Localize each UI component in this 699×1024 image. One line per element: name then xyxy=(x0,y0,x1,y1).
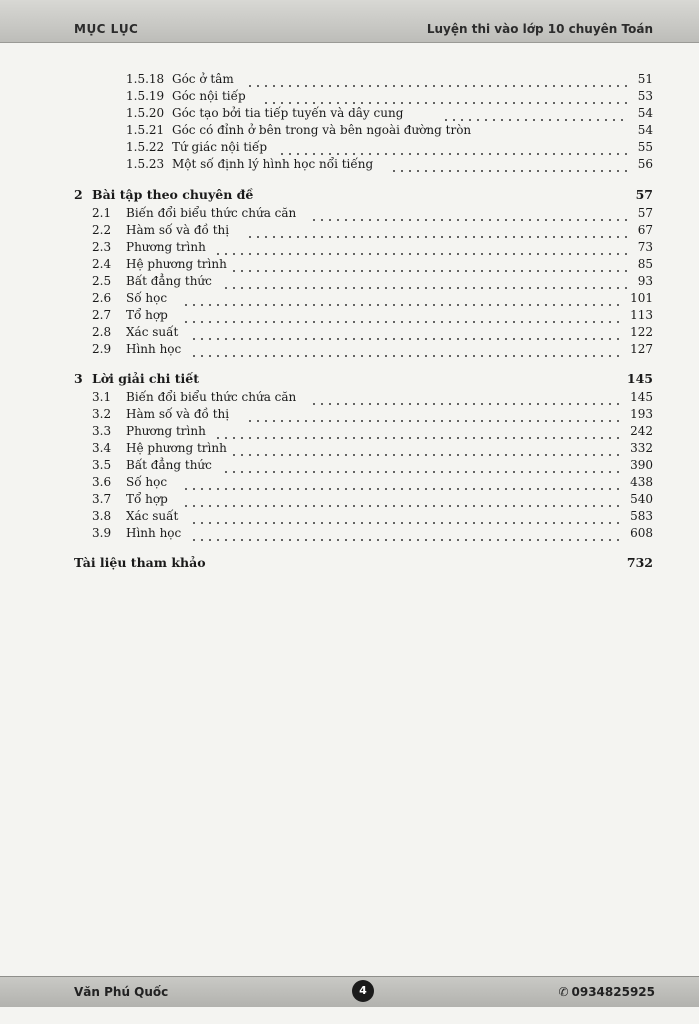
entry-number: 1.5.23 xyxy=(126,157,165,171)
toc-entry[interactable] xyxy=(0,256,699,272)
entry-page: 242 xyxy=(630,424,653,438)
leader-dots xyxy=(214,423,623,439)
entry-number: 3.6 xyxy=(92,475,112,489)
entry-title: Hệ phương trình xyxy=(126,441,227,455)
leader-dots xyxy=(310,389,623,405)
entry-number: 2.2 xyxy=(92,223,112,237)
entry-title: Hệ phương trình xyxy=(126,257,227,271)
toc-entry[interactable] xyxy=(0,71,699,87)
toc-entry[interactable] xyxy=(0,491,699,507)
toc-entry[interactable] xyxy=(0,222,699,238)
entry-number: 3.7 xyxy=(92,492,112,506)
entry-page: 67 xyxy=(637,223,653,237)
entry-title: Góc tạo bởi tia tiếp tuyến và dây cung xyxy=(172,106,404,120)
phone-icon: ✆ xyxy=(558,985,569,999)
entry-title: Tổ hợp xyxy=(126,492,168,506)
entry-number: 3.8 xyxy=(92,509,112,523)
toc-entry[interactable] xyxy=(0,474,699,490)
header-title: MỤC LỤC xyxy=(74,22,139,36)
leader-dots xyxy=(182,290,623,306)
toc-entry[interactable] xyxy=(0,341,699,357)
author-name: Văn Phú Quốc xyxy=(74,985,169,999)
entry-number: 1.5.18 xyxy=(126,72,165,86)
entry-title: Xác suất xyxy=(126,509,179,523)
chapter-number: 2 xyxy=(74,187,83,202)
leader-dots xyxy=(182,474,623,490)
entry-page: 127 xyxy=(630,342,653,356)
leader-dots xyxy=(222,273,629,289)
chapter-title: Lời giải chi tiết xyxy=(92,371,199,386)
leader-dots xyxy=(310,205,629,221)
entry-number: 3.4 xyxy=(92,441,112,455)
toc-chapter[interactable] xyxy=(0,187,699,203)
toc-entry[interactable] xyxy=(0,290,699,306)
leader-dots xyxy=(190,324,623,340)
entry-page: 85 xyxy=(637,257,653,271)
entry-number: 1.5.20 xyxy=(126,106,165,120)
entry-page: 54 xyxy=(637,106,653,120)
entry-page: 583 xyxy=(630,509,653,523)
entry-title: Phương trình xyxy=(126,424,206,438)
entry-number: 3.3 xyxy=(92,424,112,438)
leader-dots xyxy=(190,525,623,541)
page-footer xyxy=(0,976,699,1007)
entry-number: 3.2 xyxy=(92,407,112,421)
entry-title: Phương trình xyxy=(126,240,206,254)
entry-page: 101 xyxy=(630,291,653,305)
entry-page: 53 xyxy=(637,89,653,103)
entry-page: 145 xyxy=(630,390,653,404)
entry-number: 3.5 xyxy=(92,458,112,472)
entry-title: Hình học xyxy=(126,342,182,356)
entry-page: 57 xyxy=(637,206,653,220)
toc-references[interactable] xyxy=(0,555,699,571)
entry-number: 3.9 xyxy=(92,526,112,540)
book-title: Luyện thi vào lớp 10 chuyên Toán xyxy=(426,22,653,36)
toc-entry[interactable] xyxy=(0,307,699,323)
entry-page: 56 xyxy=(637,157,653,171)
entry-number: 2.3 xyxy=(92,240,112,254)
toc-entry[interactable] xyxy=(0,156,699,172)
entry-title: Tổ hợp xyxy=(126,308,168,322)
references-page: 732 xyxy=(626,555,653,570)
toc-entry[interactable] xyxy=(0,440,699,456)
entry-page: 390 xyxy=(630,458,653,472)
entry-page: 122 xyxy=(630,325,653,339)
phone-number: 0934825925 xyxy=(571,985,655,999)
leader-dots xyxy=(246,222,629,238)
entry-number: 2.1 xyxy=(92,206,112,220)
leader-dots xyxy=(442,105,629,121)
page-number-badge: 4 xyxy=(352,980,374,1002)
toc-entry[interactable] xyxy=(0,239,699,255)
leader-dots xyxy=(190,341,623,357)
page-header xyxy=(0,0,699,43)
entry-number: 2.6 xyxy=(92,291,112,305)
leader-dots xyxy=(246,406,623,422)
entry-title: Hình học xyxy=(126,526,182,540)
toc-entry[interactable] xyxy=(0,139,699,155)
leader-dots xyxy=(390,156,629,172)
toc-entry[interactable] xyxy=(0,457,699,473)
entry-page: 54 xyxy=(637,123,653,137)
entry-number: 1.5.21 xyxy=(126,123,165,137)
entry-number: 1.5.19 xyxy=(126,89,165,103)
entry-title: Số học xyxy=(126,475,168,489)
leader-dots xyxy=(246,71,629,87)
leader-dots xyxy=(222,457,623,473)
entry-number: 1.5.22 xyxy=(126,140,165,154)
entry-number: 2.8 xyxy=(92,325,112,339)
leader-dots xyxy=(182,307,623,323)
entry-title: Hàm số và đồ thị xyxy=(126,407,230,421)
toc-entry[interactable] xyxy=(0,105,699,121)
entry-title: Biến đổi biểu thức chứa căn xyxy=(126,390,297,404)
entry-title: Tứ giác nội tiếp xyxy=(172,140,268,154)
entry-page: 51 xyxy=(637,72,653,86)
toc-entry[interactable] xyxy=(0,205,699,221)
entry-page: 113 xyxy=(630,308,653,322)
leader-dots xyxy=(230,256,629,272)
entry-page: 332 xyxy=(630,441,653,455)
entry-title: Góc ở tâm xyxy=(172,72,234,86)
entry-number: 2.4 xyxy=(92,257,112,271)
phone-contact xyxy=(558,985,655,999)
chapter-page: 145 xyxy=(626,371,653,386)
entry-title: Biến đổi biểu thức chứa căn xyxy=(126,206,297,220)
references-title: Tài liệu tham khảo xyxy=(74,555,206,570)
entry-title: Xác suất xyxy=(126,325,179,339)
entry-title: Góc có đỉnh ở bên trong và bên ngoài đường tròn xyxy=(172,123,472,137)
entry-page: 93 xyxy=(637,274,653,288)
entry-number: 2.7 xyxy=(92,308,112,322)
entry-number: 2.5 xyxy=(92,274,112,288)
leader-dots xyxy=(182,491,623,507)
entry-number: 3.1 xyxy=(92,390,112,404)
toc-entry[interactable] xyxy=(0,525,699,541)
leader-dots xyxy=(278,139,629,155)
toc-entry[interactable] xyxy=(0,324,699,340)
leader-dots xyxy=(214,239,629,255)
entry-page: 55 xyxy=(637,140,653,154)
chapter-number: 3 xyxy=(74,371,83,386)
leader-dots xyxy=(262,88,629,104)
toc-entry[interactable] xyxy=(0,273,699,289)
entry-title: Bất đẳng thức xyxy=(126,274,212,288)
toc-chapter[interactable] xyxy=(0,371,699,387)
entry-page: 73 xyxy=(637,240,653,254)
chapter-page: 57 xyxy=(635,187,653,202)
entry-title: Bất đẳng thức xyxy=(126,458,212,472)
leader-dots xyxy=(190,508,623,524)
entry-title: Số học xyxy=(126,291,168,305)
entry-number: 2.9 xyxy=(92,342,112,356)
entry-title: Một số định lý hình học nổi tiếng xyxy=(172,157,374,171)
entry-page: 540 xyxy=(630,492,653,506)
toc-entry[interactable] xyxy=(0,406,699,422)
leader-dots xyxy=(230,440,623,456)
toc-entry[interactable] xyxy=(0,423,699,439)
toc-entry[interactable] xyxy=(0,508,699,524)
toc-entry[interactable] xyxy=(0,389,699,405)
entry-title: Hàm số và đồ thị xyxy=(126,223,230,237)
entry-page: 193 xyxy=(630,407,653,421)
chapter-title: Bài tập theo chuyên đề xyxy=(92,187,254,202)
entry-page: 608 xyxy=(630,526,653,540)
toc-entry[interactable] xyxy=(0,122,699,138)
toc-entry[interactable] xyxy=(0,88,699,104)
entry-page: 438 xyxy=(630,475,653,489)
entry-title: Góc nội tiếp xyxy=(172,89,246,103)
